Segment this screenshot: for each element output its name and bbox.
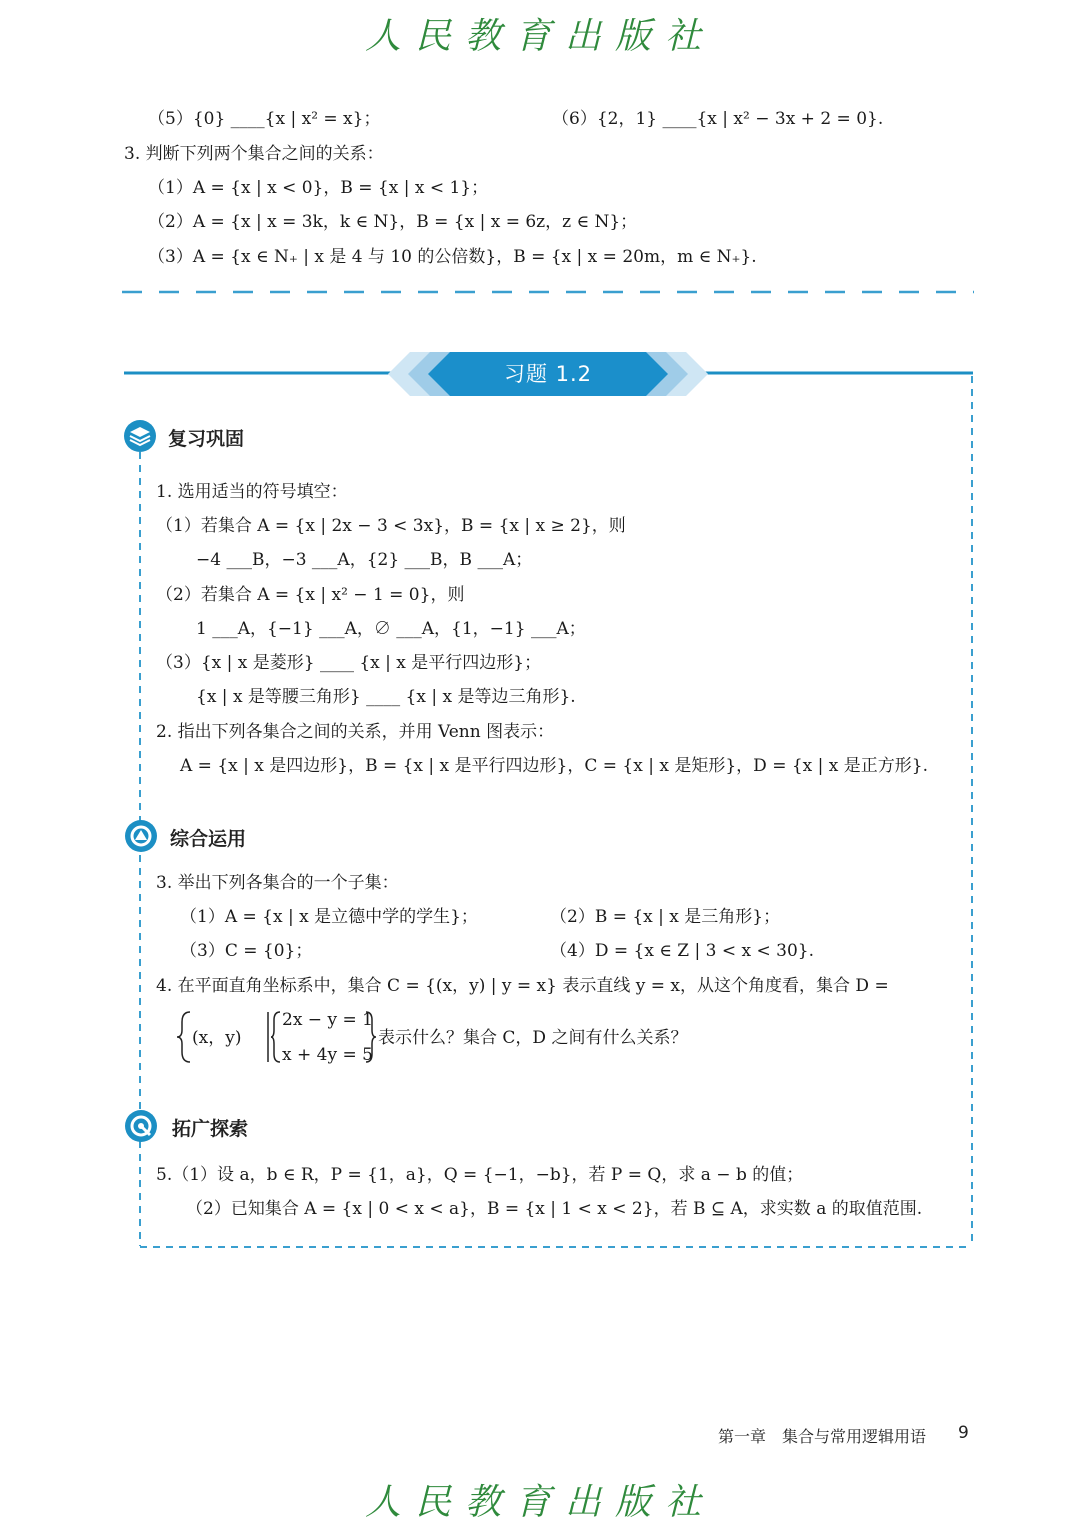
s1-line-4: （2）若集合 A = {x | x² − 1 = 0}，则 xyxy=(156,585,465,605)
s2-q3-3: （3）C = {0}； xyxy=(180,941,313,961)
s1-line-7: {x | x 是等腰三角形} ____ {x | x 是等边三角形}. xyxy=(196,687,576,707)
s2-q4-eq1: 2x − y = 1 xyxy=(282,1010,373,1030)
exercise-banner xyxy=(388,352,708,396)
s3-q5-1: 5.（1）设 a，b ∈ R，P = {1，a}，Q = {−1，−b}，若 P = Q，求 a − b 的值； xyxy=(156,1165,804,1185)
s1-line-8: 2. 指出下列各集合之间的关系，并用 Venn 图表示： xyxy=(156,722,555,742)
question-3-3: （3）A = {x ∈ N₊ | x 是 4 与 10 的公倍数}，B = {x | x = 20m，m ∈ N₊}. xyxy=(148,247,757,267)
publisher-watermark-top: 人民教育出版社 xyxy=(364,16,715,57)
s2-q4-line1: 4. 在平面直角坐标系中，集合 C = {(x，y) | y = x} 表示直线 y = x，从这个角度看，集合 D = xyxy=(156,976,889,996)
s2-q3-2: （2）B = {x | x 是三角形}； xyxy=(550,907,781,927)
s1-line-9: A = {x | x 是四边形}，B = {x | x 是平行四边形}，C = {x | x 是矩形}，D = {x | x 是正方形}. xyxy=(180,756,928,776)
page-number: 9 xyxy=(958,1423,969,1443)
section-separator xyxy=(120,286,976,298)
question-3-1: （1）A = {x | x < 0}，B = {x | x < 1}； xyxy=(148,178,489,198)
layers-icon xyxy=(123,419,157,453)
chapter-title: 第一章 集合与常用逻辑用语 xyxy=(718,1427,927,1446)
s1-line-6: （3）{x | x 是菱形} ____ {x | x 是平行四边形}； xyxy=(156,653,542,673)
section-heading-review: 复习巩固 xyxy=(168,428,245,450)
s2-q3-4: （4）D = {x ∈ Z | 3 < x < 30}. xyxy=(550,941,814,961)
s1-line-3: −4 ___B，−3 ___A，{2} ___B，B ___A； xyxy=(196,550,533,570)
s1-line-2: （1）若集合 A = {x | 2x − 3 < 3x}，B = {x | x ≥ 2}，则 xyxy=(156,516,626,536)
exercise-frame xyxy=(0,340,1080,1260)
s2-q3-title: 3. 举出下列各集合的一个子集： xyxy=(156,873,399,893)
s2-q3-1: （1）A = {x | x 是立德中学的学生}； xyxy=(180,907,478,927)
s1-line-5: 1 ___A，{−1} ___A，∅ ___A，{1，−1} ___A； xyxy=(196,619,586,639)
s1-line-1: 1. 选用适当的符号填空： xyxy=(156,482,348,502)
publisher-watermark-bottom: 人民教育出版社 xyxy=(364,1482,715,1523)
explore-icon xyxy=(124,1109,158,1143)
question-3-title: 3. 判断下列两个集合之间的关系： xyxy=(124,144,384,164)
cycle-icon xyxy=(124,819,158,853)
section-heading-application: 综合运用 xyxy=(170,828,247,850)
s3-q5-2: （2）已知集合 A = {x | 0 < x < a}，B = {x | 1 < x < 2}，若 B ⊆ A，求实数 a 的取值范围. xyxy=(186,1199,923,1219)
s2-q4-eq2: x + 4y = 5 xyxy=(282,1045,373,1065)
question-3-2: （2）A = {x | x = 3k，k ∈ N}，B = {x | x = 6z，z ∈ N}； xyxy=(148,212,638,232)
question-2-6: （6）{2，1} ____{x | x² − 3x + 2 = 0}. xyxy=(552,109,884,129)
s2-q4-pair: (x，y) xyxy=(192,1028,242,1048)
question-2-5: （5）{0} ____{x | x² = x}； xyxy=(148,109,381,129)
banner-title: 习题 1.2 xyxy=(503,362,593,386)
section-heading-explore: 拓广探索 xyxy=(172,1118,249,1140)
s2-q4-tail: 表示什么？集合 C，D 之间有什么关系？ xyxy=(378,1028,688,1048)
